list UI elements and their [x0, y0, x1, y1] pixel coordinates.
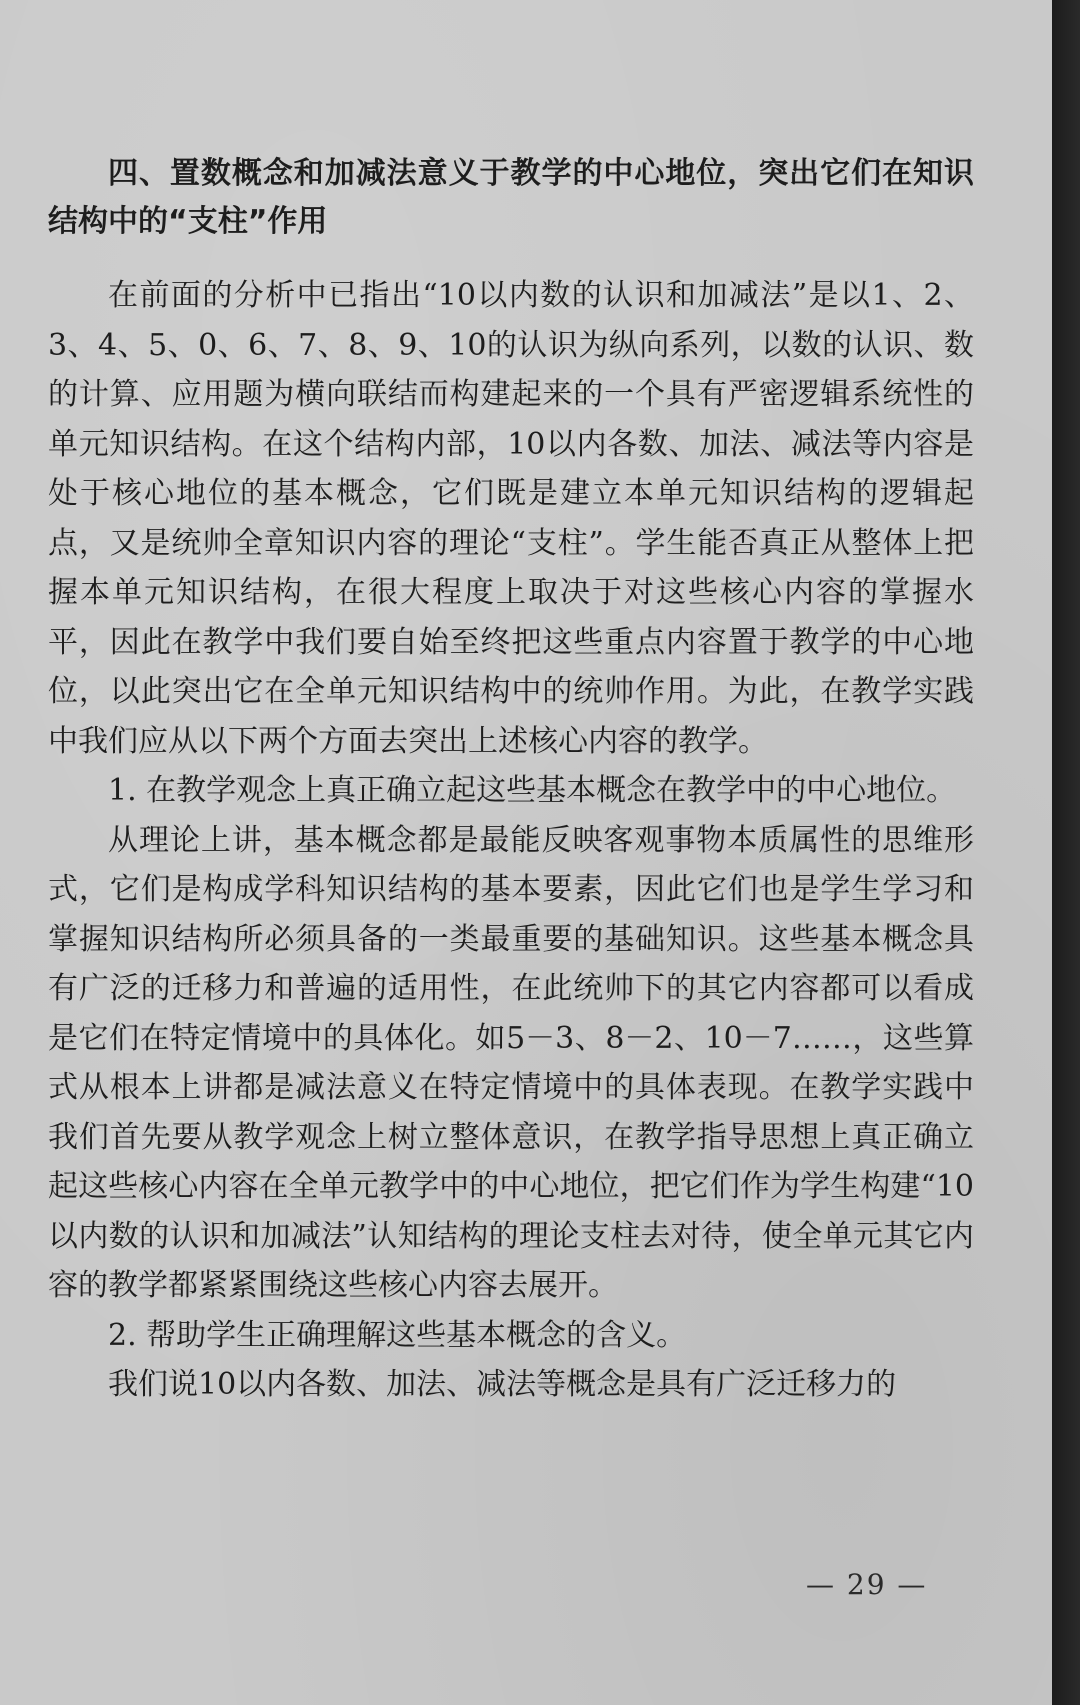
body-paragraph: 从理论上讲，基本概念都是最能反映客观事物本质属性的思维形式，它们是构成学科知识结构的基本要素，因此它们也是学生学习和掌握知识结构所必须具备的一类最重要的基础知识。这些基本概念具有广泛的迁移力和普遍的适用性，在此统帅下的其它内容都可以看成是它们在特定情境中的具体化。如5－3、8－2、10－7……，这些算式从根本上讲都是减法意义在特定情境中的具体表现。在教学实践中我们首先要从教学观念上树立整体意识，在教学指导思想上真正确立起这些核心内容在全单元教学中的中心地位，把它们作为学生构建“10以内数的认识和加减法”认知结构的理论支柱去对待，使全单元其它内容的教学都紧紧围绕这些核心内容去展开。: [48, 822, 974, 1303]
body-paragraph: 在前面的分析中已指出“10以内数的认识和加减法”是以1、2、3、4、5、0、6、7、8、9、10的认识为纵向系列，以数的认识、数的计算、应用题为横向联结而构建起来的一个具有严密逻辑系统性的单元知识结构。在这个结构内部，10以内各数、加法、减法等内容是处于核心地位的基本概念，它们既是建立本单元知识结构的逻辑起点，又是统帅全章知识内容的理论“支柱”。学生能否真正从整体上把握本单元知识结构，在很大程度上取决于对这些核心内容的掌握水平，因此在教学中我们要自始至终把这些重点内容置于教学的中心地位，以此突出它在全单元知识结构中的统帅作用。为此，在教学实践中我们应从以下两个方面去突出上述核心内容的教学。: [48, 278, 974, 759]
page-body: [48, 150, 974, 1410]
numbered-point-1: 1. 在教学观念上真正确立起这些基本概念在教学中的中心地位。: [108, 773, 957, 808]
page-number: — 29 —: [806, 1568, 928, 1601]
page-edge-shadow: [1052, 0, 1080, 1705]
numbered-point-2: 2. 帮助学生正确理解这些基本概念的含义。: [108, 1317, 687, 1353]
body-paragraph: 我们说10以内各数、加法、减法等概念是具有广泛迁移力的: [108, 1367, 897, 1402]
section-heading: 四、置数概念和加减法意义于教学的中心地位，突出它们在知识结构中的“支柱”作用: [48, 156, 974, 239]
